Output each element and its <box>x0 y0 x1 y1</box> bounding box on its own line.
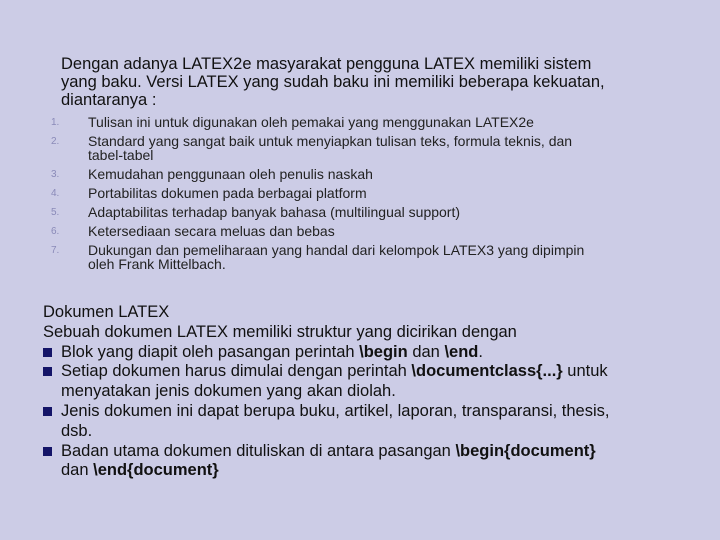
document-section <box>43 303 703 481</box>
bullet-text: Jenis dokumen ini dapat berupa buku, artikel, laporan, transparansi, thesis, <box>61 401 610 420</box>
bullet-text <box>61 362 703 382</box>
intro-paragraph <box>61 55 701 109</box>
square-bullet-icon <box>43 367 52 376</box>
command: \begin{document} <box>455 441 596 460</box>
list-item <box>48 186 688 200</box>
text: dan <box>407 342 445 361</box>
bullet-text <box>61 343 703 363</box>
text: untuk <box>562 362 608 381</box>
square-bullet-icon <box>43 407 52 416</box>
list-number: 7. <box>51 245 60 256</box>
list-item-text: oleh Frank Mittelbach. <box>88 256 226 272</box>
section-heading: Dokumen LATEX <box>43 303 170 321</box>
intro-line: Dengan adanya LATEX2e masyarakat pengguna LATEX memiliki sistem <box>61 55 592 73</box>
bullet-text: menyatakan jenis dokumen yang akan diolah. <box>61 382 396 401</box>
square-bullet-icon <box>43 348 52 357</box>
bullet-text <box>61 442 703 462</box>
list-number: 5. <box>51 207 60 218</box>
list-item-text: Adaptabilitas terhadap banyak bahasa (multilingual support) <box>88 204 461 220</box>
list-item-text: tabel-tabel <box>88 147 154 163</box>
bullet-item <box>43 343 703 363</box>
strengths-list <box>48 115 688 271</box>
list-item <box>48 167 688 181</box>
square-bullet-icon <box>43 447 52 456</box>
list-item-text: Tulisan ini untuk digunakan oleh pemakai yang menggunakan LATEX2e <box>88 114 534 130</box>
text: . <box>478 342 483 361</box>
text: Badan utama dokumen dituliskan di antara pasangan <box>61 441 456 460</box>
text: Blok yang diapit oleh pasangan perintah <box>61 342 360 361</box>
list-item <box>48 115 688 129</box>
list-item <box>48 205 688 219</box>
list-number: 6. <box>51 226 60 237</box>
list-number: 1. <box>51 117 60 128</box>
command: \begin <box>359 342 408 361</box>
list-item-text: Kemudahan penggunaan oleh penulis naskah <box>88 166 373 182</box>
list-item-text: Standard yang sangat baik untuk menyiapkan tulisan teks, formula teknis, dan <box>88 133 573 149</box>
text: Setiap dokumen harus dimulai dengan perintah <box>61 362 412 381</box>
list-number: 4. <box>51 188 60 199</box>
structure-bullets <box>43 343 703 482</box>
bullet-item <box>43 442 703 482</box>
section-lead: Sebuah dokumen LATEX memiliki struktur yang dicirikan dengan <box>43 322 517 341</box>
list-item <box>48 243 688 271</box>
bullet-text: dsb. <box>61 421 93 440</box>
intro-section <box>51 55 701 276</box>
list-item-text: Dukungan dan pemeliharaan yang handal dari kelompok LATEX3 yang dipimpin <box>88 242 585 258</box>
intro-line: yang baku. Versi LATEX yang sudah baku ini memiliki beberapa kekuatan, <box>61 73 605 91</box>
list-item <box>48 224 688 238</box>
bullet-text <box>61 461 703 481</box>
list-number: 2. <box>51 136 60 147</box>
command: \end{document} <box>93 461 219 480</box>
intro-line: diantaranya : <box>61 91 157 109</box>
command: \documentclass{...} <box>411 362 563 381</box>
list-item-text: Portabilitas dokumen pada berbagai platform <box>88 185 367 201</box>
bullet-item <box>43 402 703 442</box>
command: \end <box>444 342 479 361</box>
bullet-item <box>43 362 703 402</box>
text: dan <box>61 461 94 480</box>
list-item <box>48 134 688 162</box>
list-item-text: Ketersediaan secara meluas dan bebas <box>88 223 335 239</box>
list-number: 3. <box>51 169 60 180</box>
